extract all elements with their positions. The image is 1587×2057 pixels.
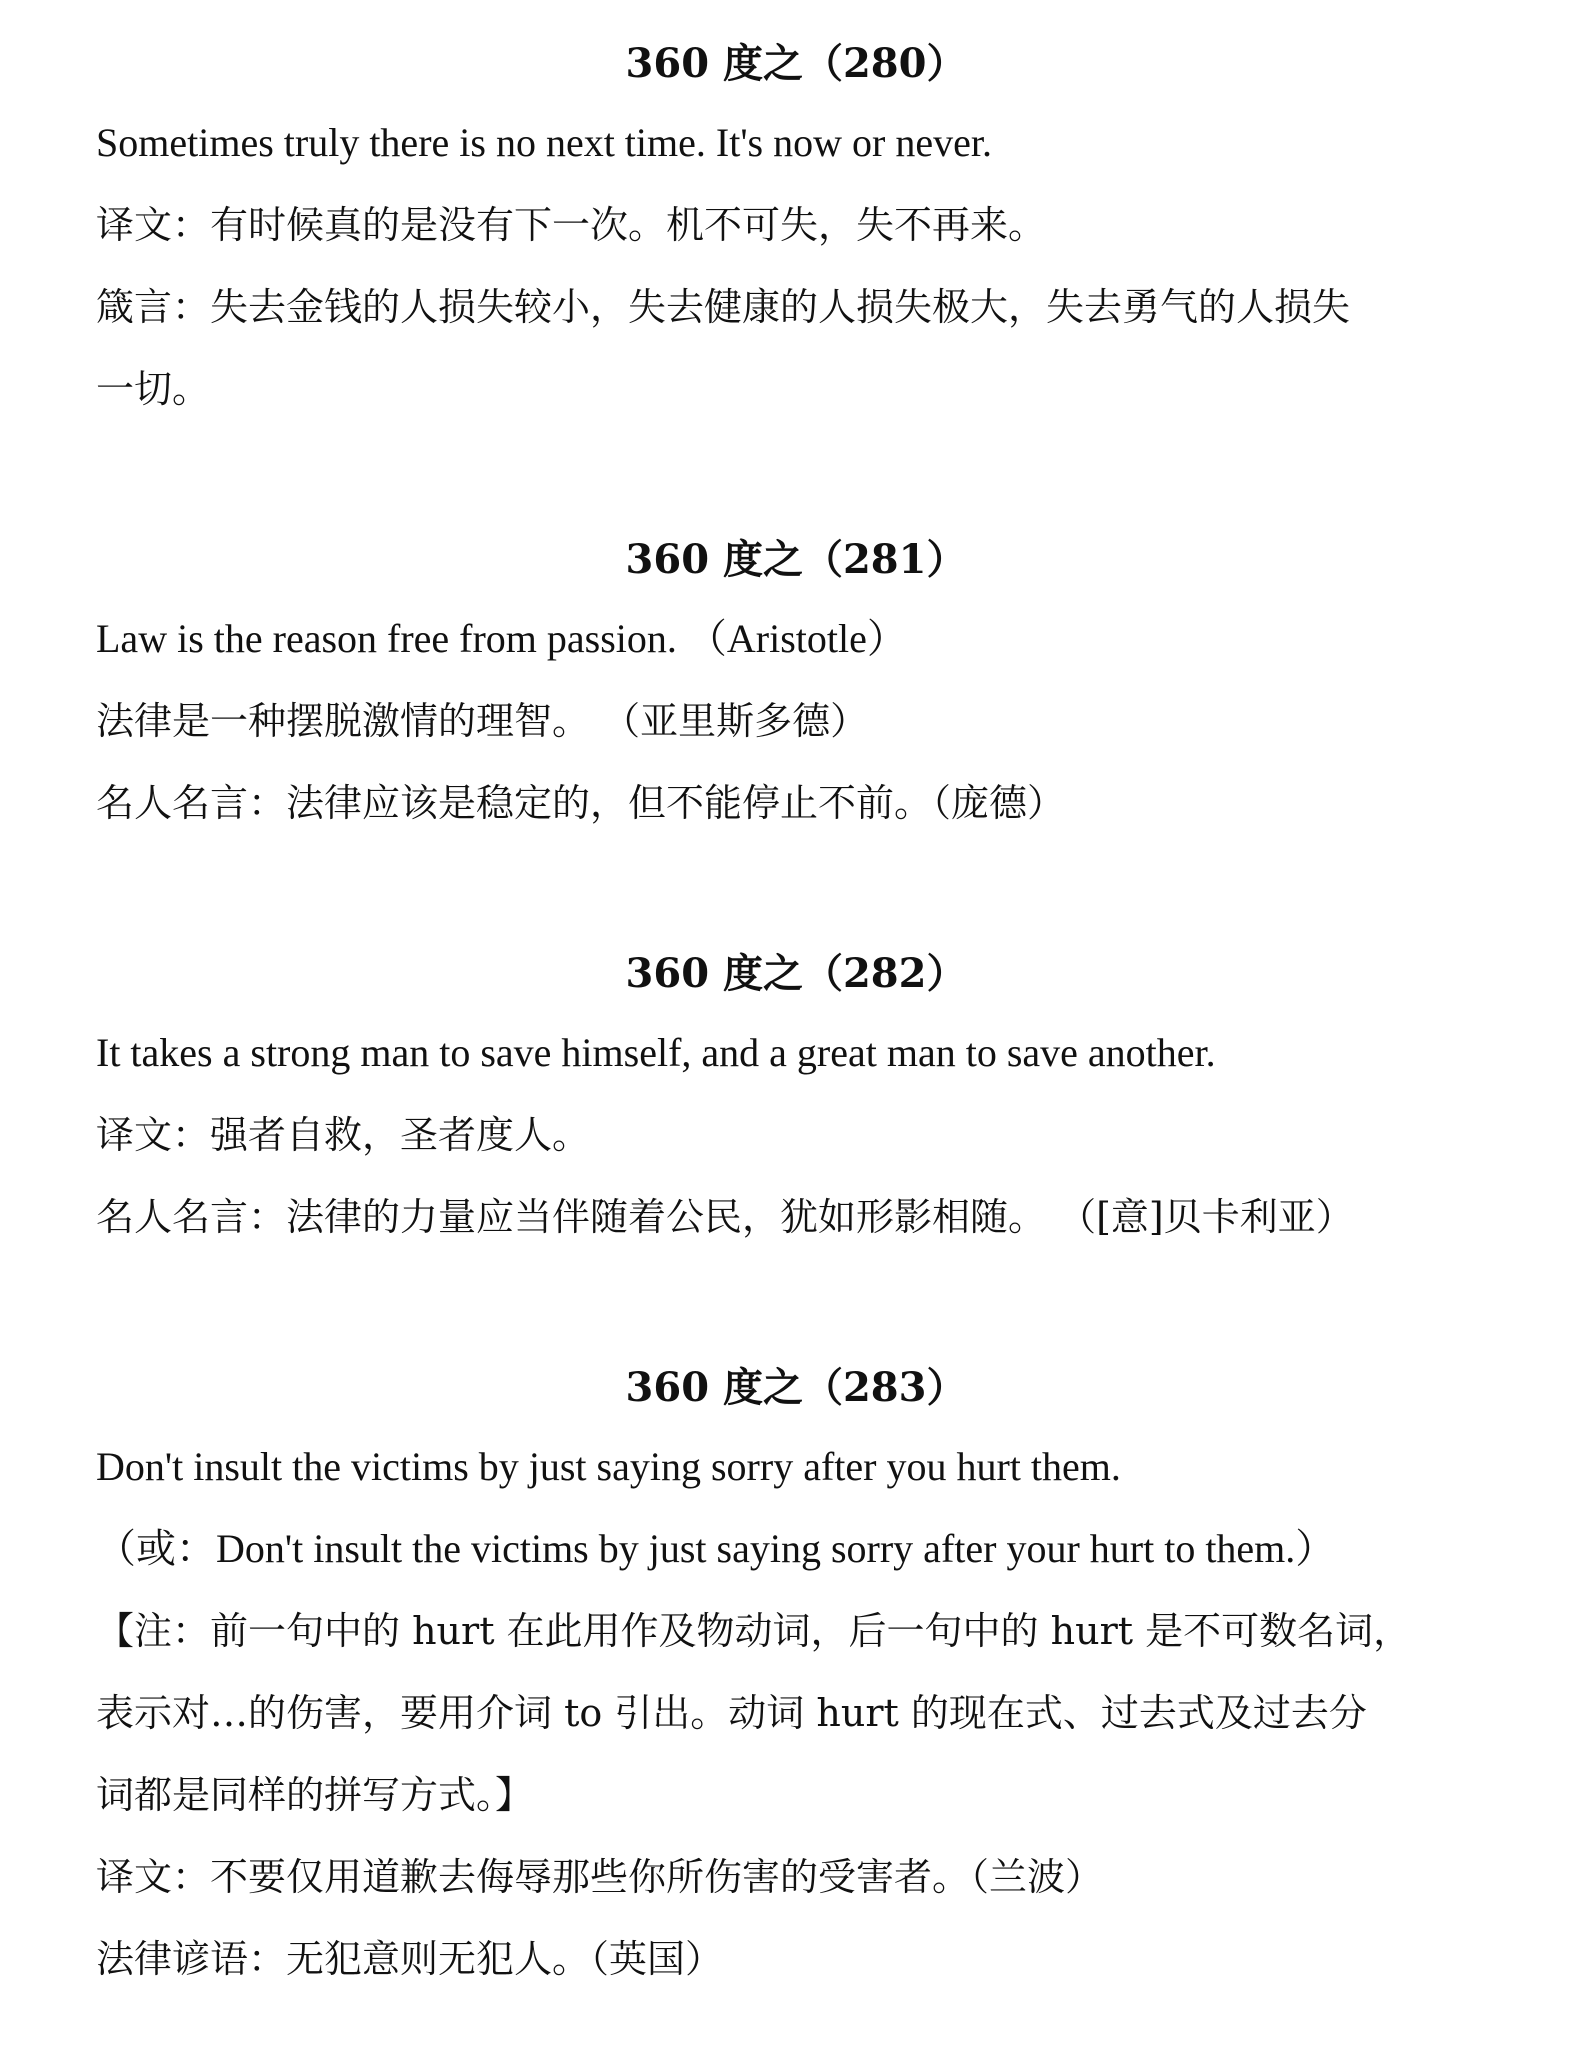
translation-line: 译文：有时候真的是没有下一次。机不可失，失不再来。 (96, 203, 1047, 247)
proverb-line: 法律谚语：无犯意则无犯人。（英国） (96, 1937, 724, 1981)
entry-280 (96, 34, 1496, 430)
note-line-1: 【注：前一句中的 hurt 在此用作及物动词，后一句中的 hurt 是不可数名词， (96, 1609, 1412, 1653)
translation-line: 法律是一种摆脱激情的理智。 （亚里斯多德） (96, 699, 869, 743)
entry-282 (96, 944, 1496, 1258)
entry-title: 360 度之（280） (625, 40, 967, 87)
alternative-sentence: （或：Don't insult the victims by just saying sorry after your hurt to them.） (96, 1526, 1336, 1571)
note-line-2: 表示对…的伤害，要用介词 to 引出。动词 hurt 的现在式、过去式及过去分 (96, 1691, 1367, 1735)
entry-title: 360 度之（283） (625, 1364, 967, 1411)
quote-line: 名人名言：法律的力量应当伴随着公民，犹如形影相随。 （[意]贝卡利亚） (96, 1195, 1354, 1239)
quote-line: 名人名言：法律应该是稳定的，但不能停止不前。（庞德） (96, 781, 1066, 825)
translation-line: 译文：强者自救，圣者度人。 (96, 1113, 591, 1157)
english-sentence: It takes a strong man to save himself, and a great man to save another. (96, 1030, 1216, 1075)
maxim-line: 箴言：失去金钱的人损失较小，失去健康的人损失极大，失去勇气的人损失 (96, 285, 1351, 329)
entry-283 (96, 1358, 1496, 2000)
maxim-line-continued: 一切。 (96, 367, 211, 411)
entry-281 (96, 530, 1496, 844)
english-sentence: Don't insult the victims by just saying sorry after you hurt them. (96, 1444, 1121, 1489)
entry-title: 360 度之（282） (625, 950, 967, 997)
entry-title: 360 度之（281） (625, 536, 967, 583)
note-line-3: 词都是同样的拼写方式。】 (96, 1773, 534, 1817)
english-sentence: Law is the reason free from passion. （Aristotle） (96, 616, 907, 661)
english-sentence: Sometimes truly there is no next time. It's now or never. (96, 120, 992, 165)
translation-line: 译文：不要仅用道歉去侮辱那些你所伤害的受害者。（兰波） (96, 1855, 1104, 1899)
